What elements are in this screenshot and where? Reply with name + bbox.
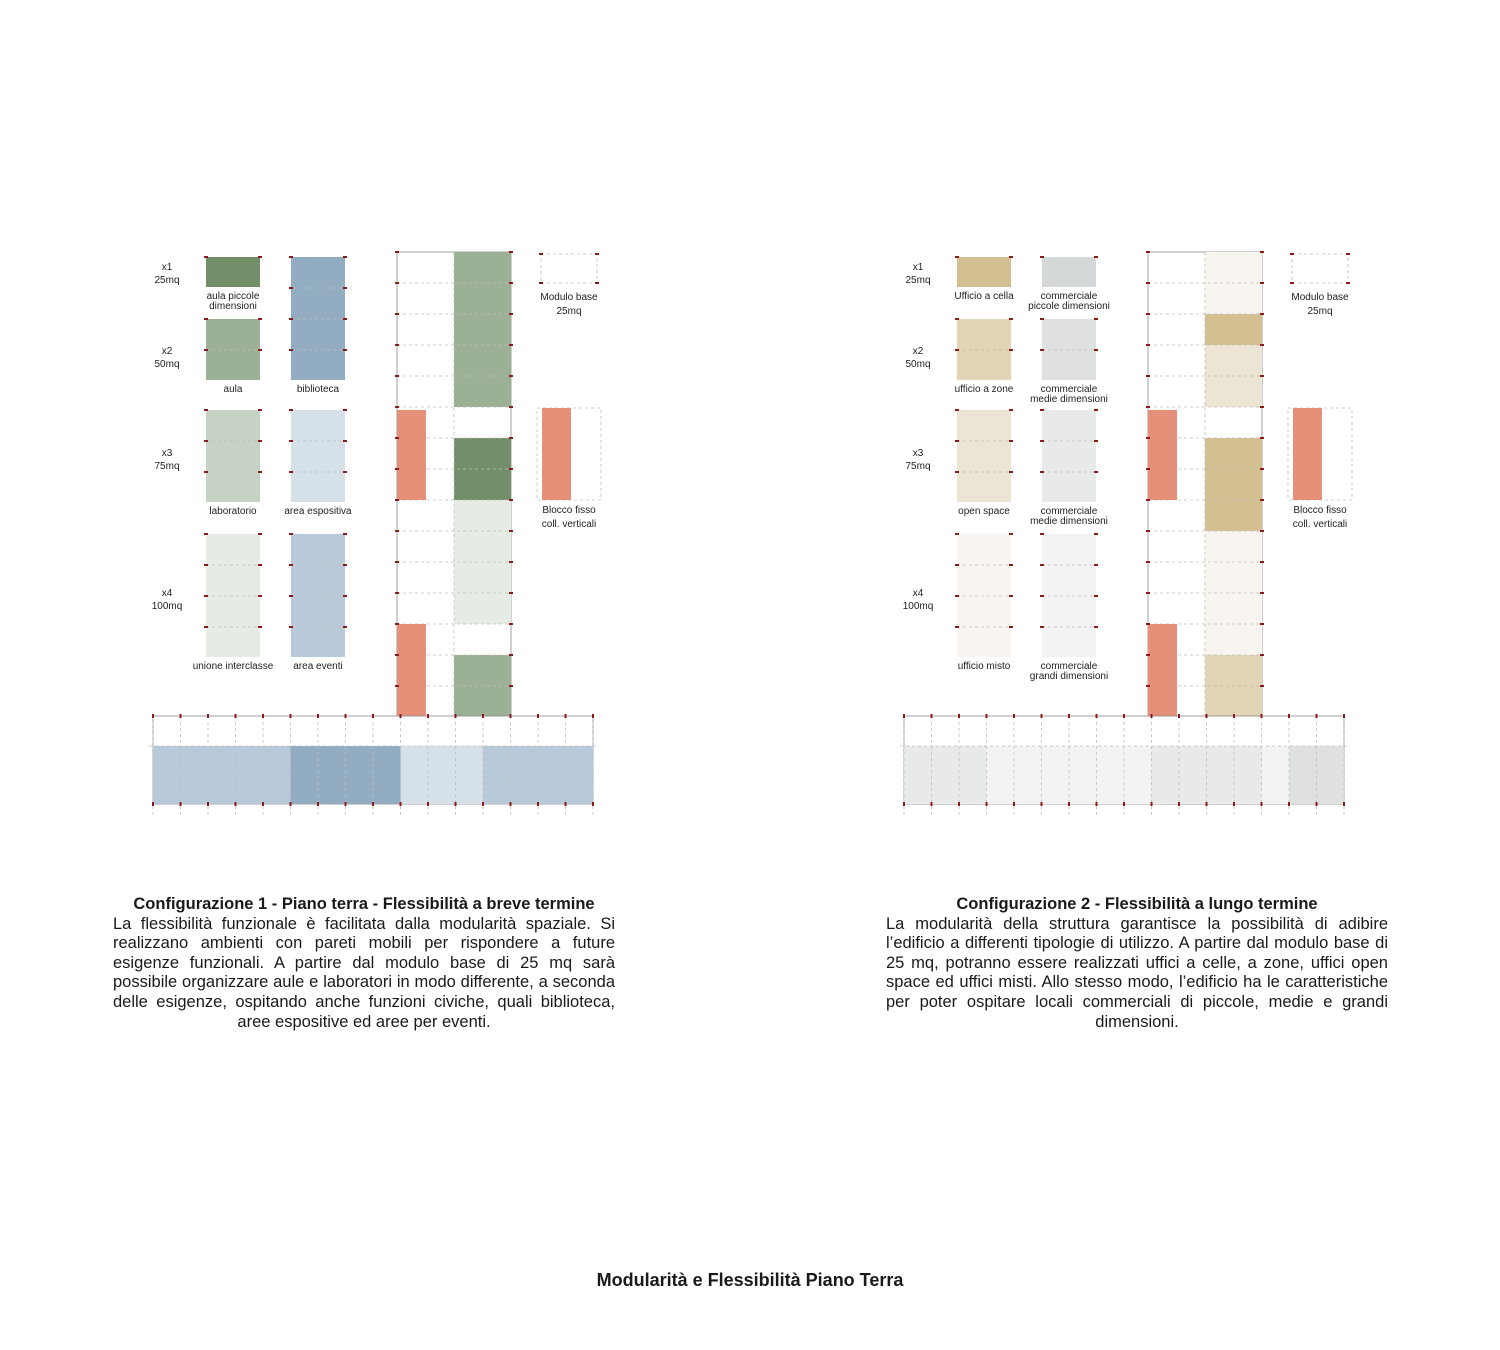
base-module [1317, 746, 1345, 804]
legend-swatch [1042, 319, 1096, 380]
base-module [1069, 746, 1097, 804]
base-module [1289, 746, 1317, 804]
fixed-block-swatch [1293, 408, 1322, 500]
size-multiplier: x1 [912, 262, 924, 273]
legend-label-2: medie dimensioni [1030, 394, 1108, 405]
base-module [1179, 746, 1207, 804]
base-module [263, 746, 291, 804]
base-module [291, 746, 319, 804]
base-module-outline [541, 254, 597, 283]
tower-module [1205, 500, 1262, 531]
tower-module [454, 283, 511, 314]
base-module [1042, 746, 1070, 804]
base-module [511, 746, 539, 804]
legend-swatch [291, 410, 345, 502]
base-module-label-2: 25mq [1307, 306, 1333, 317]
config1-caption [113, 895, 615, 1032]
base-module [1097, 746, 1125, 804]
legend-label: commerciale [1040, 384, 1098, 395]
base-module [181, 746, 209, 804]
tower-module [1205, 283, 1262, 314]
tower-module [454, 686, 511, 717]
base-module [428, 746, 456, 804]
size-multiplier: x2 [161, 346, 173, 357]
base-module [456, 746, 484, 804]
tower-module [1205, 252, 1262, 283]
base-module [1234, 746, 1262, 804]
legend-label: area espositiva [284, 506, 352, 517]
legend-label: commerciale [1040, 506, 1098, 517]
legend-swatch [1042, 534, 1096, 657]
size-multiplier: x2 [912, 346, 924, 357]
tower-module [1205, 624, 1262, 655]
size-area: 100mq [902, 601, 934, 612]
base-module [1124, 746, 1152, 804]
base-module [1262, 746, 1290, 804]
legend-swatch [206, 319, 260, 380]
legend-label: open space [958, 506, 1010, 517]
legend-label: area eventi [293, 661, 343, 672]
tower-module [454, 655, 511, 686]
base-module-label: Modulo base [540, 292, 598, 303]
size-area: 25mq [905, 275, 931, 286]
fixed-block-swatch [542, 408, 571, 500]
base-module [1207, 746, 1235, 804]
tower-module [1205, 531, 1262, 562]
base-module [401, 746, 429, 804]
size-area: 100mq [151, 601, 183, 612]
tower-module [1205, 469, 1262, 500]
size-area: 50mq [905, 359, 931, 370]
base-module [346, 746, 374, 804]
legend-swatch [957, 257, 1011, 287]
tower-module [454, 531, 511, 562]
legend-swatch [291, 257, 345, 380]
legend-swatch [206, 410, 260, 502]
config1-title: Configurazione 1 - Piano terra - Flessibilità a breve termine [133, 895, 595, 913]
legend-label-2: grandi dimensioni [1029, 671, 1109, 682]
base-module [566, 746, 594, 804]
tower-module [1205, 345, 1262, 376]
base-module [538, 746, 566, 804]
size-multiplier: x4 [161, 588, 173, 599]
legend-label: ufficio misto [957, 661, 1011, 672]
tower-module [454, 438, 511, 469]
size-area: 75mq [905, 461, 931, 472]
config2-body: La modularità della struttura garantisce la possibilità di adibire l’edificio a differenti tipologie di utilizzo. A partire dal modulo base di 25 mq, potranno essere realizzati uffici a celle, a zone, uffici open space ed uffici misti. Allo stesso modo, l’edificio ha le caratteristiche per poter ospitare locali commerciali di piccole, medie e grandi dimensioni. [886, 914, 1388, 1031]
tower-module [454, 345, 511, 376]
tower-module [454, 314, 511, 345]
legend-swatch [206, 257, 260, 287]
base-module-outline [1292, 254, 1348, 283]
fixed-block-label-2: coll. verticali [1292, 519, 1348, 530]
base-module [904, 746, 932, 804]
tower-module [1205, 376, 1262, 407]
legend-swatch [957, 319, 1011, 380]
size-multiplier: x1 [161, 262, 173, 273]
fixed-block-label-2: coll. verticali [541, 519, 597, 530]
legend-swatch [1042, 410, 1096, 502]
legend-swatch [206, 534, 260, 657]
fixed-block-label: Blocco fisso [542, 505, 596, 516]
legend-label-2: piccole dimensioni [1028, 301, 1110, 312]
tower-module [454, 593, 511, 624]
base-module-label: Modulo base [1291, 292, 1349, 303]
tower-module [454, 252, 511, 283]
tower-module [454, 562, 511, 593]
base-module [373, 746, 401, 804]
base-module [1014, 746, 1042, 804]
config2-caption [886, 895, 1388, 1032]
legend-swatch [291, 534, 345, 657]
fixed-vertical-block [397, 410, 426, 500]
tower-module [1205, 314, 1262, 345]
legend-swatch [1042, 257, 1096, 287]
base-module [153, 746, 181, 804]
base-module [959, 746, 987, 804]
base-module [236, 746, 264, 804]
tower-module [454, 500, 511, 531]
base-module [483, 746, 511, 804]
tower-module [1205, 655, 1262, 686]
size-area: 25mq [154, 275, 180, 286]
legend-label: aula [223, 384, 243, 395]
base-module [1152, 746, 1180, 804]
config1-diagram [149, 252, 601, 818]
tower-module [454, 376, 511, 407]
config1-body: La flessibilità funzionale è facilitata dalla modularità spaziale. Si realizzano ambienti con pareti mobili per rispondere a future esigenze funzionali. A partire dal modulo base di 25 mq sarà possibile organizzare aule e laboratori in modo differente, a seconda delle esigenze, ospitando anche funzioni civiche, quali biblioteca, aree espositive ed aree per eventi. [113, 914, 615, 1031]
base-module-label-2: 25mq [556, 306, 582, 317]
tower-module [1205, 593, 1262, 624]
config2-diagram [900, 252, 1352, 818]
base-module [208, 746, 236, 804]
size-area: 50mq [154, 359, 180, 370]
legend-label: laboratorio [209, 506, 257, 517]
legend-label: unione interclasse [192, 661, 274, 672]
base-module [318, 746, 346, 804]
page-title: Modularità e Flessibilità Piano Terra [596, 1270, 904, 1290]
legend-swatch [957, 410, 1011, 502]
fixed-vertical-block [1148, 624, 1177, 717]
base-module [987, 746, 1015, 804]
legend-label: biblioteca [296, 384, 340, 395]
size-multiplier: x4 [912, 588, 924, 599]
legend-swatch [957, 534, 1011, 657]
base-module [932, 746, 960, 804]
fixed-block-label: Blocco fisso [1293, 505, 1347, 516]
legend-label-2: medie dimensioni [1030, 516, 1108, 527]
legend-label: commerciale [1040, 661, 1098, 672]
legend-label: Ufficio a cella [954, 291, 1014, 302]
tower-module [1205, 438, 1262, 469]
tower-module [1205, 562, 1262, 593]
legend-label: aula piccole [206, 291, 260, 302]
fixed-vertical-block [1148, 410, 1177, 500]
size-multiplier: x3 [161, 448, 173, 459]
config2-title: Configurazione 2 - Flessibilità a lungo termine [956, 895, 1318, 913]
fixed-vertical-block [397, 624, 426, 717]
tower-module [1205, 686, 1262, 717]
size-area: 75mq [154, 461, 180, 472]
tower-module [454, 469, 511, 500]
legend-label-2: dimensioni [209, 301, 257, 312]
size-multiplier: x3 [912, 448, 924, 459]
legend-label: commerciale [1040, 291, 1098, 302]
legend-label: ufficio a zone [954, 384, 1014, 395]
